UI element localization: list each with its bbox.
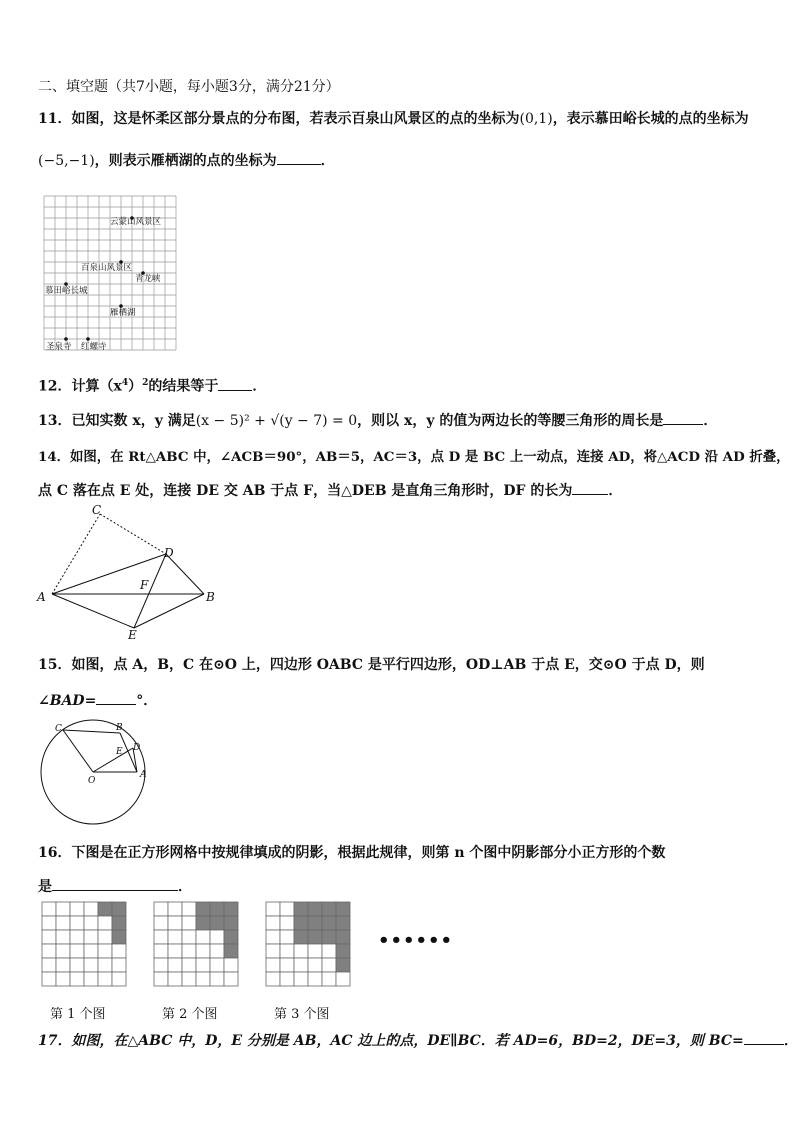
- q14-line1: 14．如图，在 Rt△ABC 中，∠ACB＝90°，AB＝5，AC＝3，点 D 是 BC 上一动点，连接 AD，将△ACD 沿 AD 折叠，: [38, 449, 790, 465]
- grid-cell: [84, 916, 98, 930]
- grid-cell: [280, 958, 294, 972]
- grid-cell: [280, 916, 294, 930]
- q13-end: ．: [703, 413, 718, 429]
- segment-CB: [63, 730, 120, 733]
- q13-line: [38, 410, 717, 430]
- shaded-cell: [294, 916, 308, 930]
- segment-AD: [52, 554, 166, 594]
- label-O15: O: [88, 776, 96, 786]
- shaded-cell: [210, 902, 224, 916]
- q12-end: ．: [252, 378, 267, 395]
- grid-cell: [154, 972, 168, 986]
- q17-text: 17．如图，在△ABC 中，D，E 分别是 AB，AC 边上的点，DE∥BC．若 AD=6，BD=2，DE=3，则 BC=: [38, 1033, 744, 1049]
- grid-cell: [168, 902, 182, 916]
- q16-caption-3: 第 3 个图: [274, 1007, 330, 1022]
- label-baiquan: 百泉山风景区: [81, 263, 133, 273]
- q12-mid: ）: [128, 378, 143, 395]
- label-C: C: [92, 503, 102, 517]
- grid-cell: [42, 958, 56, 972]
- q16-grid-1: [40, 900, 128, 988]
- grid-cell: [42, 944, 56, 958]
- grid-cell: [56, 944, 70, 958]
- shaded-cell: [322, 902, 336, 916]
- grid-cell: [56, 902, 70, 916]
- q11-answer-blank: [277, 150, 321, 165]
- q13-equation: (x − 5)² + √(y − 7) = 0: [195, 413, 358, 429]
- segment-OD: [93, 748, 133, 772]
- shaded-cell: [322, 930, 336, 944]
- shaded-cell: [336, 958, 350, 972]
- label-E: E: [128, 628, 137, 642]
- q11-coord2: (−5,−1): [38, 153, 95, 169]
- grid-cell: [84, 902, 98, 916]
- q14-line2-text: 点 C 落在点 E 处，连接 DE 交 AB 于点 F，当△DEB 是直角三角形时，DF 的长为: [38, 483, 573, 499]
- grid-cell: [168, 930, 182, 944]
- shaded-cell: [112, 902, 126, 916]
- grid-cell: [182, 958, 196, 972]
- label-D15: D: [133, 743, 141, 753]
- q16-grid-3: [264, 900, 352, 988]
- q15-line2: [38, 690, 157, 710]
- q11-line1: [38, 110, 749, 128]
- grid-cell: [112, 972, 126, 986]
- q12-exp2: 2: [142, 378, 149, 388]
- shaded-cell: [336, 902, 350, 916]
- segment-CO: [63, 730, 93, 772]
- grid-cell: [56, 972, 70, 986]
- label-F: F: [140, 578, 149, 592]
- grid-cell: [154, 902, 168, 916]
- grid-cell: [210, 930, 224, 944]
- q15-answer-blank: [96, 690, 136, 705]
- q15-suffix: °．: [136, 693, 158, 709]
- grid-cell: [70, 972, 84, 986]
- grid-cell: [224, 958, 238, 972]
- grid-cell: [224, 972, 238, 986]
- label-A15: A: [140, 770, 147, 780]
- q11-line2: [38, 150, 335, 170]
- q14-end: ．: [608, 483, 623, 499]
- point-shengquan: [64, 337, 68, 341]
- shaded-cell: [112, 930, 126, 944]
- label-yanqi: 雁栖湖: [110, 308, 136, 318]
- grid-cell: [280, 930, 294, 944]
- grid-cell: [182, 902, 196, 916]
- q12-suffix: 的结果等于: [148, 378, 219, 395]
- grid-cell: [280, 944, 294, 958]
- shaded-cell: [224, 930, 238, 944]
- shaded-cell: [210, 916, 224, 930]
- grid-cell: [70, 944, 84, 958]
- point-hongluo: [86, 337, 90, 341]
- shaded-cell: [308, 930, 322, 944]
- grid-cell: [42, 902, 56, 916]
- shaded-cell: [322, 916, 336, 930]
- grid-cell: [98, 930, 112, 944]
- grid-cell: [112, 958, 126, 972]
- q12-exp4: 4: [121, 378, 129, 388]
- grid-cell: [196, 930, 210, 944]
- grid-cell: [196, 972, 210, 986]
- grid-cell: [322, 972, 336, 986]
- grid-cell: [182, 930, 196, 944]
- q15-line1: 15．如图，点 A，B，C 在⊙O 上，四边形 OABC 是平行四边形，OD⊥AB 于点 E，交⊙O 于点 D，则: [38, 657, 705, 673]
- grid-cell: [336, 972, 350, 986]
- shaded-cell: [224, 902, 238, 916]
- segment-CD: [100, 514, 166, 554]
- grid-cell: [266, 944, 280, 958]
- q17-end: ．: [783, 1033, 798, 1049]
- q14-answer-blank: [572, 480, 608, 495]
- q11-line2-text: ，则表示雁栖湖的点的坐标为: [94, 153, 277, 169]
- q12-line: [38, 374, 266, 396]
- map-points: [64, 216, 145, 341]
- grid-cell: [112, 944, 126, 958]
- shaded-cell: [308, 916, 322, 930]
- q16-ellipsis: ••••••: [378, 930, 454, 951]
- grid-cell: [98, 944, 112, 958]
- grid-cell: [266, 902, 280, 916]
- grid-cell: [308, 972, 322, 986]
- grid-cell: [322, 944, 336, 958]
- q16-answer-blank: [52, 876, 178, 891]
- q16-line2: [38, 876, 192, 896]
- label-C15: C: [55, 724, 62, 734]
- q16-end: ．: [178, 879, 192, 895]
- grid-cell: [266, 916, 280, 930]
- grid-cell: [70, 916, 84, 930]
- label-yunmeng: 云蒙山风景区: [110, 217, 162, 227]
- segment-AC: [52, 514, 100, 594]
- grid-cell: [168, 916, 182, 930]
- q11-suffix: ，表示慕田峪长城的点的坐标为: [552, 111, 749, 127]
- label-D: D: [164, 546, 174, 560]
- grid-cell: [56, 916, 70, 930]
- q13-answer-blank: [663, 410, 703, 425]
- q16-line1: 16．下图是在正方形网格中按规律填成的阴影，根据此规律，则第 n 个图中阴影部分小正方形的个数: [38, 845, 666, 861]
- shaded-cell: [336, 944, 350, 958]
- q15-prefix: ∠BAD=: [38, 693, 97, 709]
- q12-answer-blank: [218, 376, 252, 391]
- grid-cell: [70, 958, 84, 972]
- grid-cell: [168, 944, 182, 958]
- grid-cell: [84, 958, 98, 972]
- grid-cell: [210, 972, 224, 986]
- grid-cell: [210, 958, 224, 972]
- label-shengquan: 圣泉寺: [46, 342, 72, 352]
- grid-cell: [84, 944, 98, 958]
- label-hongluo: 红螺寺: [81, 342, 107, 352]
- grid-cell: [98, 972, 112, 986]
- label-B: B: [206, 590, 215, 604]
- q13-suffix: ，则以 x，y 的值为两边长的等腰三角形的周长是: [357, 413, 664, 429]
- shaded-cell: [294, 902, 308, 916]
- grid-cell: [266, 972, 280, 986]
- grid-cell: [84, 930, 98, 944]
- shaded-cell: [224, 944, 238, 958]
- q11-map-figure: [40, 192, 180, 354]
- label-mutianyu: 慕田峪长城: [45, 286, 88, 296]
- shaded-cell: [336, 916, 350, 930]
- grid-cell: [182, 916, 196, 930]
- grid-cell: [56, 958, 70, 972]
- shaded-cell: [112, 916, 126, 930]
- grid-cell: [98, 958, 112, 972]
- grid-cell: [42, 972, 56, 986]
- q15-figure: [36, 716, 150, 828]
- grid-cell: [182, 972, 196, 986]
- grid-cell: [280, 902, 294, 916]
- grid-cell: [98, 916, 112, 930]
- grid-cell: [154, 916, 168, 930]
- grid-cell: [42, 916, 56, 930]
- q16-prefix: 是: [38, 879, 52, 895]
- grid-cell: [322, 958, 336, 972]
- segment-DE: [134, 554, 166, 628]
- shaded-cell: [224, 916, 238, 930]
- q12-prefix: 12．计算（x: [38, 378, 122, 395]
- grid-cell: [308, 958, 322, 972]
- segment-AE: [52, 594, 134, 628]
- grid-cell: [182, 944, 196, 958]
- grid-cell: [294, 944, 308, 958]
- q16-caption-2: 第 2 个图: [162, 1007, 218, 1022]
- label-A: A: [37, 590, 46, 604]
- q14-figure: [36, 502, 220, 642]
- label-B15: B: [116, 723, 123, 733]
- grid-cell: [308, 944, 322, 958]
- q17-line: [38, 1030, 798, 1050]
- grid-cell: [196, 958, 210, 972]
- grid-cell: [294, 972, 308, 986]
- grid-cell: [70, 902, 84, 916]
- grid-cell: [266, 958, 280, 972]
- section-title: 二、填空题（共7小题，每小题3分，满分21分）: [38, 79, 340, 95]
- grid-cell: [42, 930, 56, 944]
- shaded-cell: [308, 902, 322, 916]
- grid-cell: [56, 930, 70, 944]
- shaded-cell: [294, 930, 308, 944]
- shaded-cell: [336, 930, 350, 944]
- grid-cell: [154, 944, 168, 958]
- q16-grid-2: [152, 900, 240, 988]
- q16-caption-1: 第 1 个图: [50, 1007, 106, 1022]
- shaded-cell: [196, 902, 210, 916]
- q13-prefix: 13．已知实数 x，y 满足: [38, 413, 196, 429]
- q11-end: ．: [320, 153, 335, 169]
- q11-prefix: 11．如图，这是怀柔区部分景点的分布图，若表示百泉山风景区的点的坐标为: [38, 111, 520, 127]
- label-qinglong: 青龙峡: [135, 274, 161, 284]
- grid-cell: [70, 930, 84, 944]
- grid-cell: [280, 972, 294, 986]
- shaded-cell: [196, 916, 210, 930]
- grid-cell: [266, 930, 280, 944]
- grid-cell: [210, 944, 224, 958]
- grid-cell: [168, 972, 182, 986]
- grid-cell: [154, 930, 168, 944]
- grid-cell: [196, 944, 210, 958]
- grid-cell: [294, 958, 308, 972]
- label-E15: E: [116, 747, 123, 757]
- grid-cell: [154, 958, 168, 972]
- grid-cell: [168, 958, 182, 972]
- segment-DB: [166, 554, 204, 594]
- grid-cell: [84, 972, 98, 986]
- q14-line2: [38, 480, 622, 500]
- segment-EB: [134, 594, 204, 628]
- shaded-cell: [98, 902, 112, 916]
- q11-coord1: (0,1): [519, 111, 553, 127]
- q17-answer-blank: [744, 1030, 784, 1045]
